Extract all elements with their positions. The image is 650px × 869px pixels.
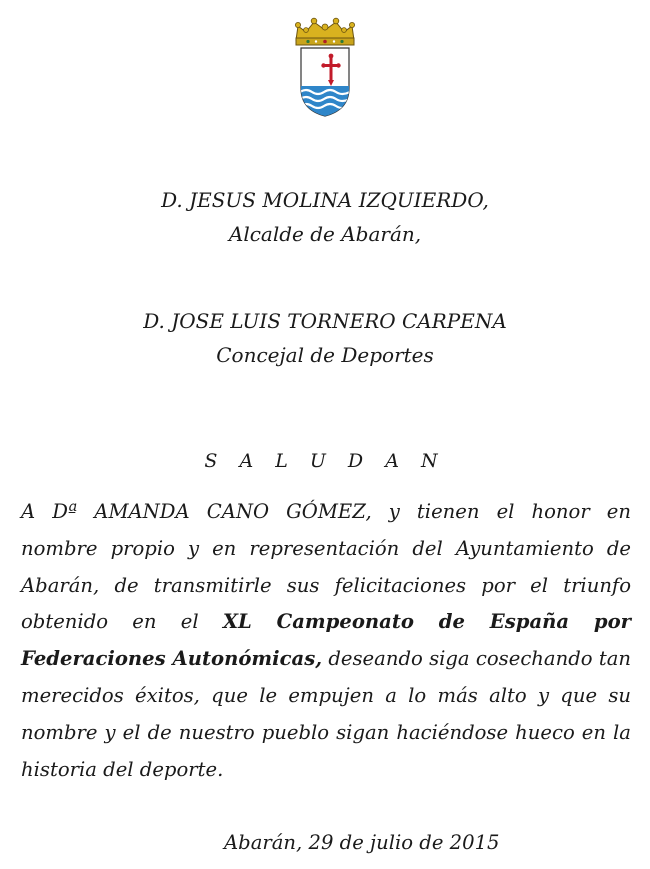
body-line-6: merecidos éxitos, que le empujen a lo más alto y que su	[21, 683, 631, 707]
body-line-4	[21, 604, 631, 641]
shield-icon	[300, 48, 350, 118]
concejal-name: D. JOSE LUIS TORNERO CARPENA	[143, 309, 507, 333]
championship-name-part-1: XL Campeonato de España por	[222, 610, 632, 634]
body-line-4-start: obtenido en el	[21, 610, 223, 634]
coat-of-arms-icon	[292, 16, 358, 120]
body-line-5-rest: deseando siga cosechando tan	[322, 647, 631, 671]
body-line-8: historia del deporte.	[21, 757, 224, 781]
recipient-name: A Dª AMANDA CANO GÓMEZ,	[21, 500, 372, 523]
alcalde-title: Alcalde de Abarán,	[228, 222, 422, 246]
body-paragraph	[21, 494, 631, 788]
body-line-3: Abarán, de transmitirle sus felicitaciones por el triunfo	[21, 573, 631, 597]
championship-name-part-2: Federaciones Autonómicas,	[21, 647, 323, 671]
alcalde-name: D. JESUS MOLINA IZQUIERDO,	[161, 188, 489, 212]
body-line-1-rest: y tienen el honor en	[371, 500, 631, 523]
body-line-1	[21, 494, 631, 531]
place-and-date: Abarán, 29 de julio de 2015	[224, 831, 500, 854]
crown-icon	[295, 18, 354, 45]
concejal-title: Concejal de Deportes	[216, 343, 434, 367]
body-line-7: nombre y el de nuestro pueblo sigan haciéndose hueco en la	[21, 720, 631, 744]
greeting-saludan: S A L U D A N	[204, 450, 446, 472]
body-line-2: nombre propio y en representación del Ayuntamiento de	[21, 536, 631, 560]
body-line-5	[21, 641, 631, 678]
